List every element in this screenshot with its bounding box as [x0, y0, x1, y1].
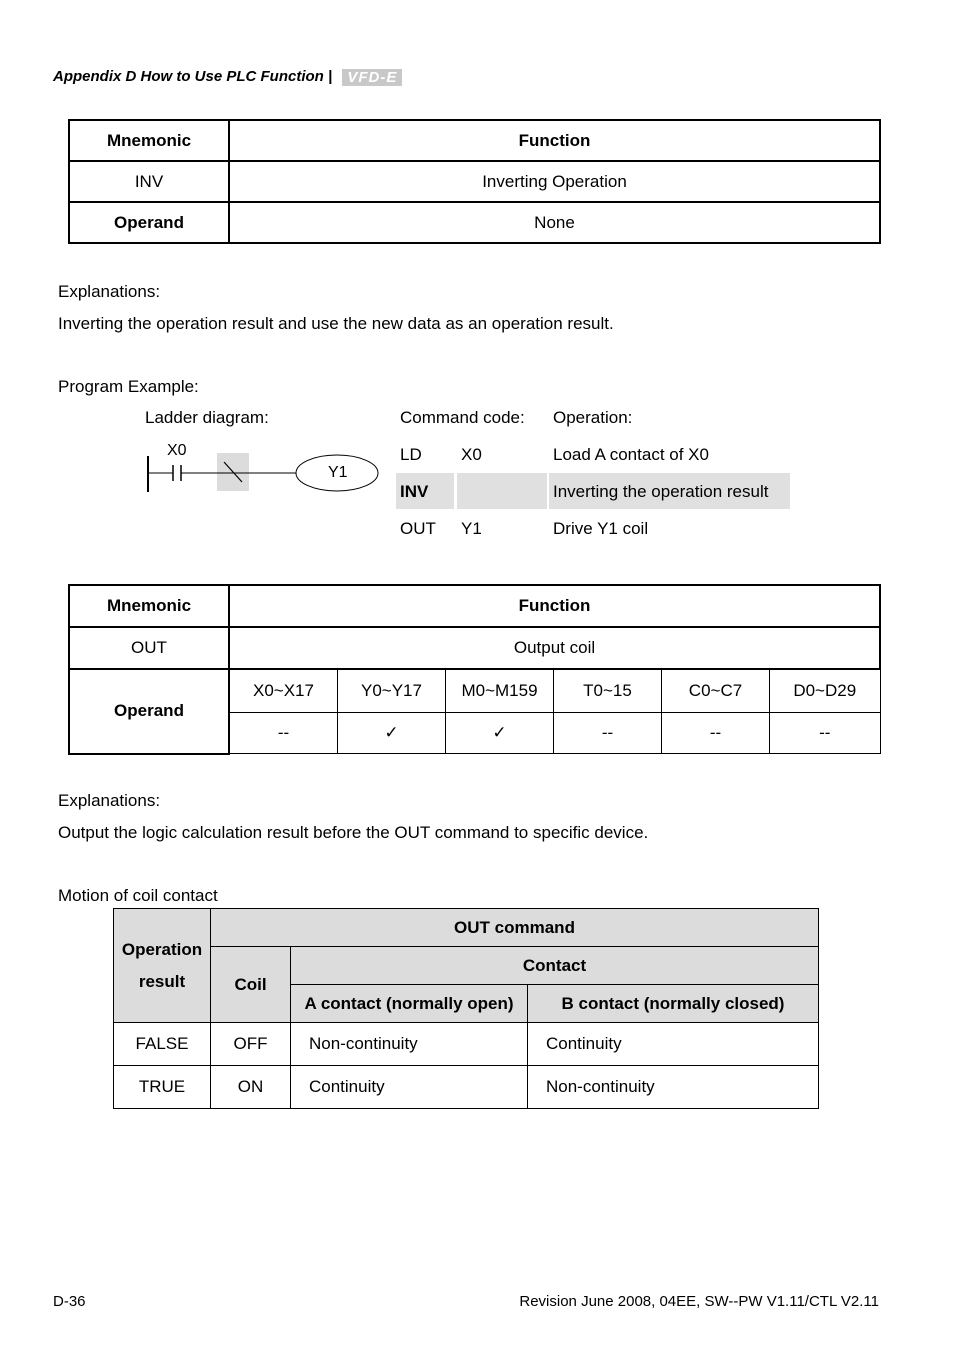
- operation-header-line: Operation: [121, 939, 203, 959]
- explanations-heading-2: Explanations:: [58, 791, 161, 810]
- device-col: C0~C7: [662, 669, 770, 713]
- support-cell: ✓: [338, 713, 446, 754]
- page-header: [53, 68, 402, 86]
- motion-heading: Motion of coil contact: [58, 886, 218, 905]
- cmd-row-1-arg: X0: [461, 445, 482, 464]
- b-contact-header: B contact (normally closed): [528, 985, 819, 1023]
- contact-header: Contact: [291, 947, 819, 985]
- header-separator: |: [328, 68, 333, 85]
- support-cell: ✓: [446, 713, 554, 754]
- a-contact-true: Continuity: [291, 1066, 528, 1109]
- operation-result-header: [114, 909, 211, 1023]
- motion-table: [113, 908, 819, 1109]
- device-col: D0~D29: [770, 669, 881, 713]
- mnemonic-value: INV: [69, 161, 229, 202]
- cmd-row-1-op: Load A contact of X0: [553, 445, 709, 464]
- cmd-row-1-code: LD: [400, 445, 422, 464]
- function-header: Function: [229, 585, 880, 627]
- mnemonic-header: Mnemonic: [69, 120, 229, 161]
- mnemonic-value: OUT: [69, 627, 229, 669]
- b-contact-false: Continuity: [528, 1023, 819, 1066]
- support-cell: --: [662, 713, 770, 754]
- result-false: FALSE: [114, 1023, 211, 1066]
- cmd-row-3-op: Drive Y1 coil: [553, 519, 649, 538]
- support-cell: --: [554, 713, 662, 754]
- explanations-text-1: Inverting the operation result and use the new data as an operation result.: [58, 314, 614, 333]
- function-value: Inverting Operation: [229, 161, 880, 202]
- b-contact-true: Non-continuity: [528, 1066, 819, 1109]
- coil-label: Y1: [328, 464, 348, 481]
- device-col: T0~15: [554, 669, 662, 713]
- command-code-label: Command code:: [400, 408, 525, 427]
- cmd-row-3-code: OUT: [400, 519, 436, 538]
- operand-label: Operand: [69, 669, 229, 754]
- support-cell: --: [229, 713, 338, 754]
- operand-value: None: [229, 202, 880, 243]
- program-example-heading: Program Example:: [58, 377, 199, 396]
- out-command-header: OUT command: [211, 909, 819, 947]
- coil-on: ON: [211, 1066, 291, 1109]
- mnemonic-header: Mnemonic: [69, 585, 229, 627]
- coil-off: OFF: [211, 1023, 291, 1066]
- ladder-diagram: [140, 438, 385, 498]
- contact-label: X0: [167, 442, 187, 459]
- result-true: TRUE: [114, 1066, 211, 1109]
- inv-arg-shade: [457, 473, 547, 509]
- function-value: Output coil: [229, 627, 880, 669]
- a-contact-false: Non-continuity: [291, 1023, 528, 1066]
- operand-label: Operand: [69, 202, 229, 243]
- explanations-text-2: Output the logic calculation result before the OUT command to specific device.: [58, 823, 649, 842]
- revision-info: Revision June 2008, 04EE, SW--PW V1.11/CTL V2.11: [519, 1293, 879, 1310]
- a-contact-header: A contact (normally open): [291, 985, 528, 1023]
- device-col: Y0~Y17: [338, 669, 446, 713]
- ladder-diagram-label: Ladder diagram:: [145, 408, 269, 427]
- out-instruction-table: [68, 584, 881, 755]
- operation-label: Operation:: [553, 408, 633, 427]
- device-col: X0~X17: [229, 669, 338, 713]
- function-header: Function: [229, 120, 880, 161]
- support-cell: --: [770, 713, 881, 754]
- explanations-heading-1: Explanations:: [58, 282, 161, 301]
- header-title: Appendix D How to Use PLC Function: [53, 68, 324, 85]
- vfd-e-logo: VFD-E: [342, 69, 402, 86]
- device-col: M0~M159: [446, 669, 554, 713]
- cmd-row-2-op: Inverting the operation result: [553, 482, 769, 501]
- coil-header: Coil: [211, 947, 291, 1023]
- inv-instruction-table: [68, 119, 881, 244]
- result-header-line: result: [138, 971, 186, 991]
- cmd-row-2-code: INV: [400, 482, 429, 501]
- page-number: D-36: [53, 1293, 86, 1310]
- cmd-row-3-arg: Y1: [461, 519, 482, 538]
